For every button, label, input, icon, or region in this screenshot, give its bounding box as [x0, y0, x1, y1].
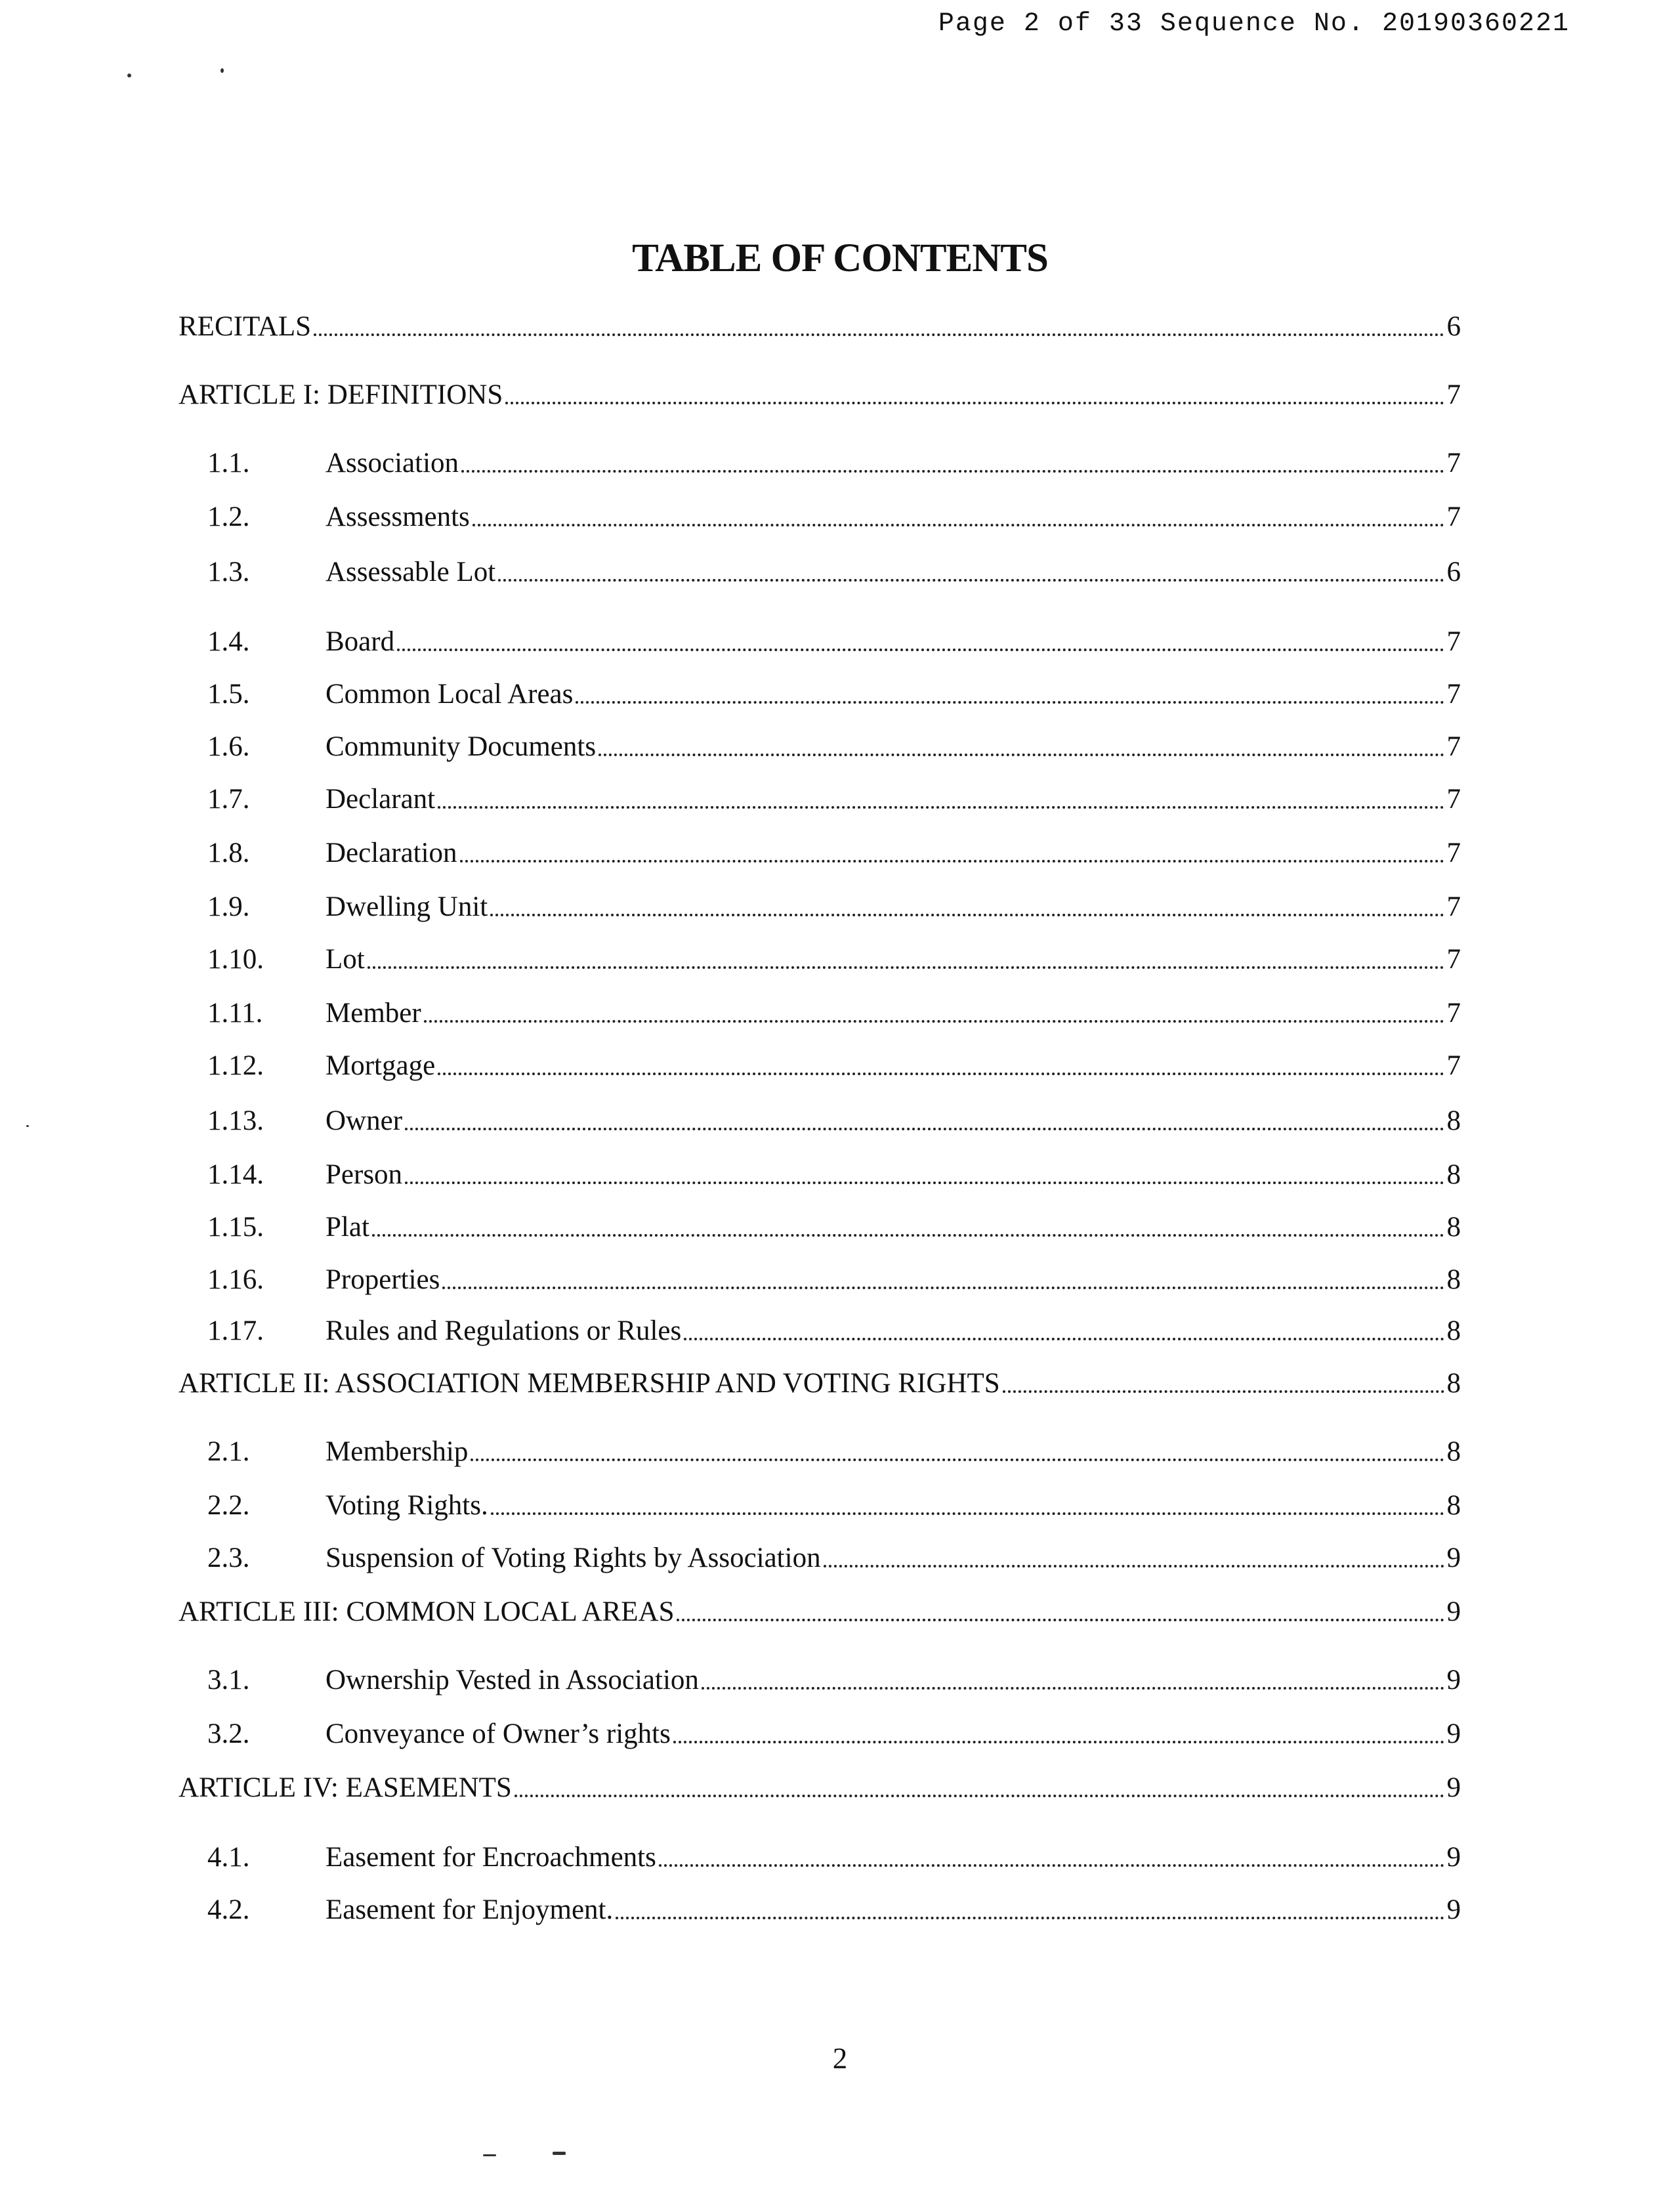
toc-page-number: 7: [1446, 998, 1461, 1029]
toc-section-number: 1.10.: [207, 944, 264, 975]
toc-page-number: 9: [1446, 1718, 1461, 1749]
page-number: 2: [832, 2042, 848, 2075]
toc-section-entry[interactable]: [207, 996, 1461, 1031]
toc-section-number: 2.3.: [207, 1543, 250, 1573]
toc-entry-label: Lot: [326, 944, 365, 975]
dot-leader: [824, 1564, 1444, 1567]
toc-entry-label: Assessable Lot: [326, 557, 496, 587]
toc-page-number: 8: [1446, 1368, 1461, 1399]
toc-page-number: 7: [1446, 838, 1461, 868]
toc-section-number: 1.9.: [207, 891, 250, 922]
dot-leader: [314, 333, 1444, 336]
toc-section-entry[interactable]: [207, 1893, 1461, 1927]
toc-entry-label: Assessments: [326, 501, 470, 532]
toc-page-number: 7: [1446, 784, 1461, 815]
toc-section-entry[interactable]: [207, 677, 1461, 712]
toc-section-entry[interactable]: [207, 1541, 1461, 1575]
dot-leader: [673, 1740, 1444, 1743]
toc-page-number: 7: [1446, 501, 1461, 532]
toc-entry-label: RECITALS: [178, 311, 312, 342]
toc-entry-label: Declaration: [326, 838, 457, 868]
toc-page-number: 7: [1446, 679, 1461, 710]
toc-page-number: 7: [1446, 731, 1461, 762]
toc-entry-label: Rules and Regulations or Rules: [326, 1315, 682, 1346]
toc-section-number: 1.17.: [207, 1315, 264, 1346]
toc-page-number: 8: [1446, 1436, 1461, 1467]
toc-section-number: 1.4.: [207, 626, 250, 657]
dot-leader: [438, 1072, 1444, 1075]
toc-section-number: 4.1.: [207, 1842, 250, 1873]
toc-entry-label: ARTICLE III: COMMON LOCAL AREAS: [178, 1596, 675, 1627]
toc-section-entry[interactable]: [207, 555, 1461, 589]
toc-page-number: 7: [1446, 379, 1461, 410]
toc-section-entry[interactable]: [207, 1717, 1461, 1751]
toc-section-number: 4.2.: [207, 1894, 250, 1925]
toc-section-number: 1.1.: [207, 448, 250, 479]
toc-page-number: 8: [1446, 1315, 1461, 1346]
toc-page-number: 9: [1446, 1665, 1461, 1695]
toc-entry-label: Membership: [326, 1436, 469, 1467]
toc-entry-label: Easement for Enjoyment.: [326, 1894, 614, 1925]
toc-section-number: 1.16.: [207, 1264, 264, 1295]
toc-section-entry[interactable]: [207, 1263, 1461, 1297]
toc-section-entry[interactable]: [207, 1314, 1461, 1348]
toc-section-entry[interactable]: [207, 446, 1461, 480]
toc-section-entry[interactable]: [207, 1049, 1461, 1083]
toc-section-number: 1.13.: [207, 1105, 264, 1136]
toc-section-entry[interactable]: [207, 730, 1461, 764]
toc-section-number: 1.11.: [207, 998, 263, 1029]
toc-entry-label: Person: [326, 1159, 403, 1190]
toc-section-number: 1.7.: [207, 784, 250, 815]
toc-page-number: 9: [1446, 1842, 1461, 1873]
dot-leader: [659, 1864, 1444, 1867]
dot-leader: [576, 700, 1444, 704]
toc-section-entry[interactable]: [207, 1841, 1461, 1875]
sequence-header-stamp: Page 2 of 33 Sequence No. 20190360221: [938, 9, 1570, 39]
dot-leader: [684, 1337, 1444, 1340]
toc-section-number: 1.5.: [207, 679, 250, 710]
dot-leader: [471, 1458, 1444, 1461]
toc-section-number: 1.15.: [207, 1212, 264, 1243]
toc-page-number: 6: [1446, 311, 1461, 342]
toc-entry-label: Common Local Areas: [326, 679, 574, 710]
toc-page-number: 9: [1446, 1596, 1461, 1627]
toc-page-number: 7: [1446, 944, 1461, 975]
toc-section-number: 2.2.: [207, 1490, 250, 1521]
toc-section-entry[interactable]: [207, 782, 1461, 817]
toc-entry-label: Mortgage: [326, 1050, 436, 1081]
toc-section-number: 1.3.: [207, 557, 250, 587]
toc-page-number: 8: [1446, 1159, 1461, 1190]
toc-section-number: 1.2.: [207, 501, 250, 532]
toc-entry-label: Plat: [326, 1212, 369, 1243]
toc-entry-label: ARTICLE II: ASSOCIATION MEMBERSHIP AND VOTING RIGHTS: [178, 1368, 1000, 1399]
toc-page-number: 7: [1446, 626, 1461, 657]
toc-article-entry[interactable]: [178, 310, 1461, 344]
toc-entry-label: Association: [326, 448, 459, 479]
toc-section-entry[interactable]: [207, 890, 1461, 924]
dot-leader: [472, 523, 1444, 526]
toc-section-entry[interactable]: [207, 1435, 1461, 1469]
toc-entry-label: Easement for Encroachments: [326, 1842, 656, 1873]
dot-leader: [442, 1286, 1444, 1289]
dot-leader: [424, 1019, 1444, 1023]
dot-leader: [677, 1618, 1444, 1621]
toc-entry-label: Voting Rights.: [326, 1490, 488, 1521]
toc-section-entry[interactable]: [207, 1210, 1461, 1245]
toc-section-entry[interactable]: [207, 625, 1461, 659]
toc-section-number: 1.12.: [207, 1050, 264, 1081]
toc-section-entry[interactable]: [207, 1104, 1461, 1138]
dot-leader: [405, 1127, 1444, 1130]
toc-entry-label: Conveyance of Owner’s rights: [326, 1718, 671, 1749]
toc-article-entry[interactable]: [178, 378, 1461, 412]
dot-leader: [498, 578, 1444, 582]
toc-article-entry[interactable]: [178, 1367, 1461, 1401]
toc-entry-label: ARTICLE I: DEFINITIONS: [178, 379, 503, 410]
toc-page-number: 8: [1446, 1490, 1461, 1521]
toc-page-number: 9: [1446, 1543, 1461, 1573]
toc-page-number: 8: [1446, 1105, 1461, 1136]
toc-section-entry[interactable]: [207, 1158, 1461, 1192]
dot-leader: [438, 805, 1444, 809]
toc-entry-label: Declarant: [326, 784, 436, 815]
dot-leader: [372, 1233, 1444, 1237]
toc-article-entry[interactable]: [178, 1771, 1461, 1805]
toc-entry-label: Properties: [326, 1264, 440, 1295]
toc-entry-label: Board: [326, 626, 395, 657]
toc-section-entry[interactable]: [207, 943, 1461, 977]
toc-entry-label: Owner: [326, 1105, 403, 1136]
toc-page-number: 7: [1446, 448, 1461, 479]
toc-entry-label: Ownership Vested in Association: [326, 1665, 699, 1695]
dot-leader: [460, 859, 1444, 863]
toc-page-number: 8: [1446, 1264, 1461, 1295]
dot-leader: [702, 1686, 1444, 1690]
dot-leader: [405, 1181, 1444, 1184]
toc-section-entry[interactable]: [207, 1663, 1461, 1697]
dot-leader: [1003, 1390, 1444, 1393]
toc-page-number: 6: [1446, 557, 1461, 587]
toc-entry-label: Dwelling Unit: [326, 891, 488, 922]
dot-leader: [491, 1512, 1444, 1515]
document-title: TABLE OF CONTENTS: [632, 236, 1048, 280]
toc-entry-label: Member: [326, 998, 421, 1029]
toc-section-number: 3.1.: [207, 1665, 250, 1695]
toc-entry-label: Community Documents: [326, 731, 597, 762]
dot-leader: [461, 469, 1444, 473]
toc-section-number: 2.1.: [207, 1436, 250, 1467]
toc-section-number: 1.14.: [207, 1159, 264, 1190]
toc-section-number: 1.6.: [207, 731, 250, 762]
toc-page-number: 9: [1446, 1894, 1461, 1925]
dot-leader: [616, 1916, 1444, 1919]
toc-article-entry[interactable]: [178, 1595, 1461, 1629]
dot-leader: [514, 1794, 1444, 1797]
dot-leader: [490, 913, 1444, 916]
dot-leader: [397, 648, 1444, 651]
dot-leader: [505, 401, 1444, 404]
toc-section-number: 1.8.: [207, 838, 250, 868]
dot-leader: [368, 966, 1444, 969]
dot-leader: [598, 753, 1444, 756]
toc-section-entry[interactable]: [207, 836, 1461, 870]
toc-page-number: 7: [1446, 891, 1461, 922]
toc-entry-label: ARTICLE IV: EASEMENTS: [178, 1772, 512, 1803]
toc-page-number: 9: [1446, 1772, 1461, 1803]
toc-entry-label: Suspension of Voting Rights by Association: [326, 1543, 821, 1573]
toc-section-number: 3.2.: [207, 1718, 250, 1749]
toc-section-entry[interactable]: [207, 500, 1461, 534]
toc-section-entry[interactable]: [207, 1489, 1461, 1523]
toc-page-number: 7: [1446, 1050, 1461, 1081]
toc-page-number: 8: [1446, 1212, 1461, 1243]
